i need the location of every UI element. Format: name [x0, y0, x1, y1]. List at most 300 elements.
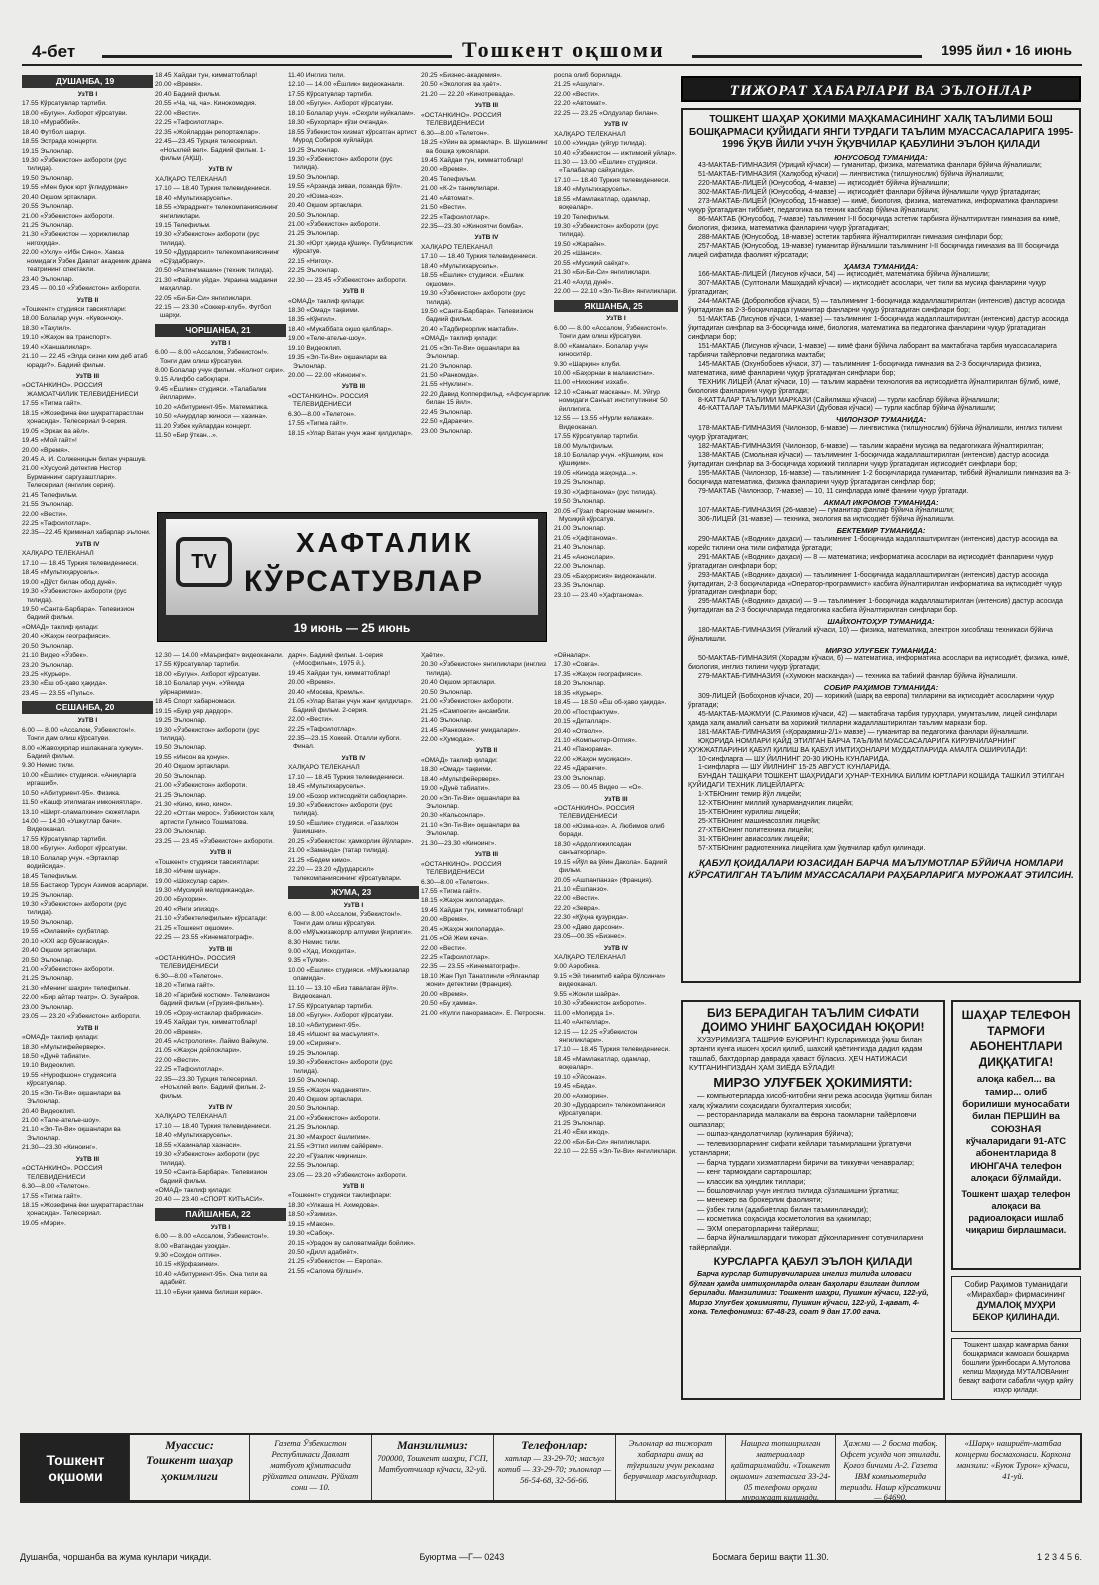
tv-program-line: 6.30—8.00 «Телетон». [288, 410, 356, 418]
phone-notice-title: ШАҲАР ТЕЛЕФОН ТАРМОҒИ АБОНЕНТЛАРИ ДИҚҚАТИГА! [961, 1008, 1071, 1069]
tv-program-line: 19.30 «Ўзбекистон» ахбороти (рус тилида). [288, 802, 393, 818]
tv-program-line: «ОСТАНКИНО». РОССИЯ ТЕЛЕВИДЕНИЕСИ [288, 392, 369, 409]
tv-program-line: 20.40 Бадиий фильм. [155, 90, 221, 98]
tv-program-line: 17.55 Кўрсатувлар тартиби. [22, 100, 107, 108]
tv-program-line: 8.00 «Жавоҳирлар ишлаканага ҳужум». Бадиий фильм. [22, 744, 144, 760]
tv-program-line: 9.30 «Соҳдон олтин». [155, 1252, 222, 1259]
tv-channel-heading: УзТВ I [77, 717, 98, 725]
tv-program-line: 20.50 «Бу ҳамма». [421, 1000, 478, 1008]
tv-program-line: 10.20 «Абитуриент-95». Математика. [155, 403, 269, 411]
tv-program-line: 19.15 «Букр уяр дардор». [155, 707, 233, 715]
tv-program-line: 12.15 — 12.25 «Ўзбекистон янгиликлари». [554, 1028, 638, 1044]
tv-program-line: 21.10 «Компьютер-Оптия». [554, 736, 637, 744]
tv-program-line: «ОМАД» таклиф қилади: [22, 623, 99, 631]
tv-program-line: 19.25 Эълонлар. [288, 1049, 340, 1057]
courses-ad [681, 1000, 945, 1400]
header-rule-left [102, 55, 452, 58]
tv-program-line: 22.30 — 23.45 «Ўзбекистон» ахбороти. [288, 276, 407, 284]
tv-program-line: 19.00 «Теле-атеље-шоу». [288, 335, 367, 343]
tv-program-line: 21.30 «Кино, кино, кино». [155, 801, 233, 808]
tv-program-line: 8.00 Болалар учун фильм. «Колнот сири». [155, 367, 285, 374]
tv-program-line: 17.55 «Тигма гайт». [288, 420, 348, 428]
tv-program-line: 20.25 «Шанси». [554, 250, 602, 258]
tv-program-line: 19.10 «Ўйсоназ». [554, 1073, 607, 1081]
tv-program-line: 20.00 «Время». [155, 81, 203, 89]
tv-program-line: «ОСТАНКИНО». РОССИЯ ТЕЛЕВИДЕНИЕСИ [22, 1165, 103, 1181]
tv-program-line: 10.00 «Баҳорнаи в малакистни». [554, 370, 655, 377]
tv-program-line: 19.50 Эълонлар. [554, 498, 606, 506]
tv-program-line: 20.30 «Дурдарсил» телекомпанияси кўрсатувлари. [554, 1102, 666, 1118]
school-entry: 107-МАКТАБ-ГИМНАЗИЯ (26-мавзе) — гуманитар фанлар бўйича йўналишли; [698, 507, 955, 515]
tv-channel-heading: УзТВ II [76, 1024, 99, 1032]
tv-program-line: 19.45 Хайдаи тун, кимматтоблар! [421, 156, 524, 164]
tv-program-line: 23.00 «Даво дарсони». [554, 923, 625, 931]
tv-program-line: 20.50 Эълонлар. [22, 956, 74, 964]
tv-program-line: 20.40 Оқшом эртаклари. [421, 679, 496, 687]
tv-program-line: 21.00 «Ўзбекистон» ахбороти. [288, 221, 381, 228]
tv-program-line: 17.55 Кўрсатувлар тартиби. [155, 661, 240, 669]
tv-program-line: 19.55 «Нурофшон» студиясига кўрсатувлар. [22, 1071, 117, 1088]
tv-program-line: 19.30 «Ўзбекистон» ахбороти (рус тилида). [22, 588, 127, 604]
tv-program-line: 19.30 «Ўзбекистон» ахбороти (рус тилида). [155, 726, 260, 742]
tv-program-line: 19.05 «Орзу-истаклар фабрикаси». [155, 1009, 264, 1017]
tv-program-line: 23.00 Эълонлар. [22, 1003, 74, 1011]
school-entry: 46-КАТТАЛАР ТАЪЛИМИ МАРКАЗИ (Дубовая кўчаси) — турли касблар бўйича йўналишли; [698, 405, 996, 413]
course-item: — ошпаз-қандолатчилар (кулинария бўйича); [697, 1129, 854, 1139]
tv-program-line: 20.40 «Жаҳон географияси». [22, 633, 111, 641]
tv-program-line: 20.40 Оқшом эртаклари. [22, 947, 97, 955]
tv-program-line: 6.00 — 8.00 «Ассалом, Ўзбекистон!». Тонги дам олиш кўрсатуви. [22, 726, 136, 743]
tv-program-line: 11.40 Инглиз тили. [288, 72, 345, 79]
tv-program-line: 19.45 Хайдаи тун, кимматтоблар! [421, 906, 524, 914]
page-number: 4-бет [32, 42, 76, 61]
tv-program-line: 19.45 Хайдаи тун, кимматтоблар! [155, 1019, 258, 1027]
tv-program-line: 8.00 «Ватандан узоқда». [155, 1242, 231, 1250]
school-entry: 51-МАКТАБ (Лисунов кўчаси, 1-мавзе) — таълимнинг 1-босқичида жадаллаштирилган (интенсив) дастур асосида ўқитадиган синфлар ва 3-босқичида кимё, биология, математика ва педагогика фанларини чуқур ўргатадиган синфлари бор; [688, 315, 1069, 341]
tv-program-line: 21.30 «Би-Би-Си» янгиликлари. [554, 269, 651, 277]
tv-program-line: 22.00 «Ҳумодаз». [421, 735, 475, 743]
tv-program-line: «ОМАД» таклиф қилади: [421, 335, 498, 343]
tv-program-line: 18.30 «Улкаша Н. Ахмедова». [288, 1201, 380, 1209]
tv-program-line: 8.00 «Мўъжизакорлр алтумви ўғирлиги». [288, 929, 413, 937]
tv-program-line: «ОСТАНКИНО». РОССИЯ ЖАМОАТЧИЛИК ТЕЛЕВИДЕНИЕСИ [22, 382, 139, 398]
tv-program-line: 19.25 Эълонлар. [554, 479, 606, 487]
school-entry: 12-ХТБЮнинг миллий ҳунармандчилик лицейи; [698, 800, 853, 808]
tv-channel-heading: УзТВ III [474, 102, 499, 110]
course-item: — менежер ва брокерлик фаолияти; [697, 1195, 823, 1205]
tv-program-line: 18.40 «Мультихарусель». [155, 1132, 233, 1140]
tv-program-line: 21.00 «Ўзбекистон» ахбороти. [155, 782, 248, 790]
tv-program-line: 20.00 «Время». [22, 446, 70, 454]
tv-program-line: 21.05 «Эл-Ти-Ви» оқшанлари ва Эълонлар. [421, 344, 520, 361]
tv-program-line: 21.00 «Заманда» (татар тилида). [288, 847, 390, 855]
school-entry: 50-МАКТАБ-ГИМНАЗИЯ (Хорадзм кўчаси, 6) — математика, информатика асослари ва иқтисодиёт, физика, кимё, биология, инглиз тилини чуқур ўргатади; [688, 655, 1070, 672]
tv-program-line: «Тошкент» студияси тавсиятлари: [22, 305, 127, 313]
tv-program-line: 12.10 — 14.00 «Ёшлик» видеоканали. [288, 81, 405, 89]
tv-program-line: 21.00 «К-2» таниқлилари. [421, 185, 500, 193]
tv-program-line: 20.00 «Время». [421, 166, 469, 174]
tv-program-line: 20.25 «Бизнес-академия». [421, 72, 502, 79]
school-entry: 138-МАКТАБ (Смольная кўчаси) — таълимнинг 1-босқичида жадаллаштирилган (интенсив) дастур асосида ўқитадиган синфлар ва 3-босқичида хорижий тилларни чуқур ўргатадиган иқтисодиёт синфлари бор; [688, 451, 1049, 468]
tv-program-line: 10.50 «Анурдлар жиноси — хазина». [155, 413, 268, 421]
tv-program-line: 22.35 «Жойлардан репортажлар». [155, 128, 261, 136]
address-text: 700000, Тошкент шаҳри, ГСП, Матбуотчилар кўчаси, 32-уй. [377, 1453, 488, 1475]
district-heading: ЮНУСОБОД ТУМАНИДА: [834, 152, 928, 162]
tv-program-line: 18.30 «Бухорлар» кўзи очганда». [288, 119, 389, 127]
tv-program-line: 18.40 «Мультихарусель». [554, 186, 632, 194]
print-time: Босмага бериш вақти 11.30. [712, 1552, 829, 1562]
tv-program-line: 6.30—8.00 «Телетон». [421, 129, 489, 137]
tv-column-4-lower [421, 652, 552, 1412]
tv-program-line: 18.30 «Омад» тақвими. [288, 306, 360, 314]
school-entry: 181-МАКТАБ-ГИМНАЗИЯ («Қорақамиш-2/1» мавзе) — гуманитар ва педагогика фанлари йўналишли. [698, 728, 1029, 736]
tv-program-line: 19.45 Хайдаи тун, кимматтоблар! [288, 669, 391, 677]
tv-program-line: 18.45 Спорт хабарномаси. [155, 698, 236, 706]
school-entry: 57-ХТБЮнинг радиотехника лицейига ҳам ўқувчилар қабул қилинади. [698, 845, 926, 853]
school-entry: БУНДАН ТАШҚАРИ ТОШКЕНТ ШАҲРИДАГИ ҲУНАР-ТЕХНИКА БИЛИМ ЮРТЛАРИ КОШИДА ТАШКИЛ ЭТИЛГАН ҚУЙИДАГИ ТЕХНИК ЛИЦЕЙЛАРГА: [688, 773, 1065, 790]
tv-channel-heading: УзТВ III [341, 383, 366, 391]
tv-channel-heading: УзТВ IV [208, 166, 233, 174]
printer-note: «Шарқ» нашриёт-матбаа концерни босмахонаси. Корхона манзили: «Буюк Турон» кўчаси, 41-уй. [955, 1438, 1071, 1481]
tv-program-line: 18.35 «Курьер». [554, 689, 603, 697]
tv-program-line: 18.50 «Ўзимиз». [288, 1211, 338, 1219]
tv-channel-heading: УзТВ IV [604, 944, 628, 952]
tv-program-line: 19.55 «Арзанда зиваи, позанда бўл». [288, 183, 403, 191]
tv-program-line: 18.45 «Ишонт ва масъулият». [288, 1030, 380, 1038]
tv-program-line: 21.50 «Вести». [421, 204, 467, 212]
school-entry: 15-ХТБЮнинг курилиш лицейи; [698, 809, 801, 817]
tv-program-line: 20.30 «Ўзбекистон» янгиликлари (инглиз тилида). [421, 661, 546, 677]
ads-section [681, 76, 1081, 1416]
tv-program-line: 11.50 «Бир ўткан...». [155, 432, 218, 440]
tv-program-line: 18.45 «Мультихарусель». [288, 783, 366, 791]
school-entry: ЮҚОРИДА НОМЛАРИ ҚАЙД ЭТИЛГАН БАРЧА ТАЪЛИМ МУАССАСАЛАРИГА КИРУВЧИЛАРНИНГ ҲУЖЖАТЛАРИНИ ҚАБУЛ ҚИЛИШ ВА ҚАБУЛ ИМТИҲОНЛАРИ МУДДАТЛАРИДА АМАЛГА ОШИРИЛАДИ: [688, 737, 1028, 754]
tv-program-line: 19.05 «Эркак ва аёл». [22, 427, 90, 435]
tv-program-line: 19.50 Эълонлар. [288, 173, 340, 181]
school-entry: 195-МАКТАБ (Чилонзор, 16-мавзе) — таълимнинг 1-2 босқичларида гуманитар, тиббий йўналишли гимназия ва 3-босқичида математика, физика фанларини чуқур ўргатадиган синфлар бор; [688, 469, 1071, 486]
tv-program-line: 21.30 «Юрт ҳақида қўшиқ». Публицистик кўрсатув. [288, 239, 413, 256]
tv-program-line: 20.55 «Ча, ча, ча». Кинокомедия. [155, 100, 257, 108]
header-rule-right [692, 55, 922, 58]
school-admission-ad [681, 108, 1081, 983]
course-item: — ўзбек тили (адабиётлар билан таъминланади); [697, 1204, 869, 1214]
tv-program-line: 20.00 «Время». [421, 990, 469, 998]
tv-program-line: 17.10 — 18.40 Туркия телевидениеси. [421, 253, 538, 261]
course-item: — кенг тармоқдаги сартарошлар; [697, 1167, 812, 1177]
tv-channel-heading: УзТВ IV [208, 1104, 233, 1111]
tv-program-line: 19.50 Эълонлар. [22, 174, 74, 182]
tv-program-line: 9.15 «Эй тинимтиб кайра бўлсинчи» видеоканал. [554, 972, 666, 989]
tv-program-line: 23.05—00.35 «Бизнес». [554, 933, 627, 941]
tv-program-line: 23.00 Эълонлар. [554, 774, 606, 782]
tv-program-line: 21.00 «Ўзбекистон» ахбороти. [288, 1114, 381, 1122]
tv-program-line: 17.55 Кўрсатувлар тартиби. [554, 433, 639, 441]
tv-program-line: ХАЛҚАРО ТЕЛЕКАНАЛ [288, 764, 360, 772]
tv-program-line: 18.00 «Бугун». Ахборот кўрсатуви. [288, 100, 394, 108]
tv-channel-heading: УзТВ II [76, 296, 99, 304]
promo-title-1: ХАФТАЛИК [296, 527, 474, 558]
tv-program-line: 18.45 Телефильм. [22, 872, 78, 880]
tv-program-line: 22.35—22.45 Криминал хабарлар эълони. [22, 529, 151, 537]
address-cell [372, 1435, 494, 1500]
tv-program-line: 22.00 «Би-Би-Си» янгиликлари. [554, 1138, 651, 1146]
tv-program-line: 17.35 «Жаҳон географияси». [554, 670, 643, 678]
tv-program-line: 20.00 «Бухорин». [155, 896, 208, 904]
tv-program-line: 19.15 Телефильм. [155, 222, 211, 229]
tv-program-line: «ОМАД» таклиф қилади: [421, 756, 498, 764]
tv-program-line: 19.25 Эълонлар. [155, 717, 207, 725]
tv-program-line: 22.20 «Автомат». [554, 100, 607, 108]
tv-program-line: 10.00 «Уинда» (уйгур тилида). [554, 140, 647, 148]
tv-program-line: 6.00 — 8.00 «Ассалом, Ўзбекистон!». Тонги дам олиш кўрсатуви. [288, 911, 402, 927]
course-item: — компьютерларда хисоб-китобни янги режа асосида ўқитиш билан халқ хўжалиги соҳасидаги бухгалтерия хисоби; [689, 1091, 932, 1110]
school-entry: 51-МАКТАБ-ГИМНАЗИЯ (Халқобод кўчаси) — лингвистика (тилшунослик) бўйича йўналишли; [698, 171, 1004, 179]
tv-program-line: 21.30 «Файзли уйда». Украина мадаини маҳаллар. [155, 276, 278, 293]
tv-program-line: 20.45 «Астрология». Лаймо Вайкуле. [155, 1037, 269, 1045]
tv-program-line: 18.15 «Улар Ватан учун жанг қилдилар». [288, 429, 413, 437]
page-header [22, 36, 1082, 66]
tv-program-line: 21.05 «Ой Жем кеча». [421, 935, 489, 943]
tv-program-line: 21.20 — 22.20 «Кинотревада». [421, 90, 515, 98]
tv-program-line: 19.00 «Шохсулар сари». [155, 877, 230, 885]
tv-program-line: 22.25 Эълонлар. [288, 267, 340, 275]
tv-channel-heading: УзТВ I [77, 90, 98, 98]
tv-program-line: 20.20 «Юзма-юз». [288, 192, 344, 200]
tv-program-line: 22.35—23.15 Хоккей. Оталли кубоги. Финал. [288, 734, 401, 751]
tv-program-line: 18.00 Болалар учун. «Кувончоқ». [22, 315, 124, 323]
tv-program-line: 11.10 — 13.10 «Биз тавалаган йўл». Видеоканал. [288, 984, 399, 1001]
tv-program-line: 17.10 — 18.45 Туркия телевидениеси. [554, 1046, 671, 1054]
tv-channel-heading: УзТВ IV [604, 121, 628, 129]
tv-program-line: 18.10 «Абитуриент-95». [288, 1021, 361, 1029]
promo-title-2: КЎРСАТУВЛАР [244, 565, 484, 598]
tv-program-line: 21.40 «Панорама». [554, 746, 613, 754]
tv-program-line: 19.30 «Ҳафтанома» (рус тилида). [554, 488, 657, 496]
tv-channel-heading: УзТВ I [606, 315, 626, 323]
tv-program-line: 21.25 Эълонлар. [22, 975, 74, 983]
tv-program-line: 20.15 «Деталлар». [554, 718, 612, 726]
tv-program-line: 10.15 «Кўрфазинки». [155, 1261, 220, 1269]
tv-program-line: 19.00 «Дунё табиати». [421, 785, 490, 793]
courses-ad-subtitle: КУРСЛАРГА ҚАБУЛ ЭЪЛОН ҚИЛАДИ [713, 1256, 913, 1269]
tv-program-line: 19.30 «Ўзбекистон» ахбороти (рус тилида). [22, 156, 127, 173]
tv-program-line: 11.00 «Нихонинг изхаб». [554, 379, 629, 387]
tv-channel-heading: УзТВ II [475, 747, 498, 755]
tv-program-line: 23.30 «Ёш об-ҳаво ҳақида». [22, 680, 108, 688]
founder-name: Тошкент шаҳар ҳокимлиги [146, 1453, 233, 1483]
tv-program-line: 21.25 «Ўзбекистон — Европа». [288, 1258, 383, 1266]
tv-program-line: «ОСТАНКИНО». РОССИЯ ТЕЛЕВИДЕНИЕСИ [421, 860, 502, 877]
tv-program-line: 9.30 «Шарқин» клуби. [554, 360, 621, 368]
stamp-notice-firm: Собир Раҳимов туманидаги «Мирахбар» фирмасининг [964, 1280, 1068, 1300]
tv-program-line: 19.30 «Ўзбекистон» ахбороти (рус тилида). [22, 900, 127, 917]
school-entry: 293-МАКТАБ («Водник» даҳаси) — таълимнинг 1-босқичида жадаллаштирилган (интенсив) дастур асосида ўқитадиган, 2-3 босқичларида «Оператор-программист» касбига йўналтирилган информатика ва иқтисодиёт чуқур ўргатадиган синфлари бор; [688, 571, 1062, 597]
newspaper-logo: Тошкент оқшоми [22, 1435, 130, 1500]
tv-program-line: 19.25 Эълонлар. [288, 146, 340, 154]
tv-program-line: 22.20 «Гўзалик чиқиниш». [288, 1152, 368, 1160]
tv-program-line: 20.40 — 23.40 «СПОРТ КИТЬАСИ». [155, 1196, 265, 1204]
tv-program-line: 23.05 — 23.20 «Ўзбекистон» ахбороти. [288, 1171, 407, 1179]
tv-program-line: 20.40 Оқшом эртаклари. [22, 193, 97, 201]
courses-ad-title: БИЗ БЕРАДИГАН ТАЪЛИМ СИФАТИ ДОИМО УНИНГ БАҲОСИДАН ЮҚОРИ! [701, 1006, 925, 1035]
tv-program-line: 21.55 Эълонлар. [22, 501, 74, 509]
tv-program-line: ХАЛҚАРО ТЕЛЕКАНАЛ [554, 130, 626, 138]
tv-program-line: 11.50 «Кашф этилмаган имкониятлар». [22, 799, 143, 807]
tv-program-line: 20.55 Эълонлар. [22, 203, 74, 211]
tv-channel-heading: УзТВ I [210, 339, 231, 347]
school-entry: 290-МАКТАБ («Водник» даҳаси) — таълимнинг 1-босқичида жадаллаштирилган (интенсив) дастур асосида ва корейс тилини она тили сифатида ўргатади; [688, 535, 1058, 552]
tv-program-line: 18.00 «Бугун». Ахборот кўрсатуви. [288, 1012, 394, 1020]
tv-program-line: 20.40 «Москва, Кремль». [288, 688, 365, 696]
tv-program-line: 21.55 «Салома бўлшн!». [288, 1267, 364, 1275]
tv-program-line: 18.40 «Мукаббата оқшо қалблар». [288, 325, 393, 333]
tv-program-line: 21.05 «Жаҳон дойлоклари». [155, 1047, 242, 1055]
tv-program-line: 21.25 Эълонлар. [22, 222, 74, 229]
tv-program-line: 12.30 — 14.00 «Маърифат» видеоканали. [155, 652, 284, 659]
tv-program-line: 21.40 Эълонлар. [554, 544, 606, 552]
tv-program-line: 22.35 — 23.55 «Кинематограф». [421, 963, 520, 971]
tv-program-line: 19.50 «Ёшлик» студияси. «Газалхон ўшиишни». [288, 819, 399, 836]
tv-program-line: 18.55 Эстрада концерти. [22, 138, 98, 146]
tv-program-line: 23.45 — 23.55 «Пульс». [22, 689, 95, 697]
tv-program-line: 23.00 Эълонлар. [155, 828, 207, 836]
tv-program-line: 20.40 Оқшом эртаклари. [288, 1096, 363, 1103]
tv-program-line: 21.45 «Ранкомнинг умидалари». [421, 726, 521, 734]
tv-program-line: 19.05 «Мэри». [22, 1219, 66, 1227]
tv-program-line: 21.40 «Аҳлд дунё». [554, 278, 614, 286]
district-heading: СОБИР РАҲИМОВ ТУМАНИДА: [823, 683, 939, 693]
school-entry: 79-МАКТАБ (Чилонзор, 7-мавзе) — 10, 11 синфларда кимё фанини чуқур ўргатади. [698, 487, 969, 495]
tv-day-heading: ДУШАНБА, 19 [22, 75, 153, 88]
tv-program-line: 19.50 «Санта-Барбара». Телевизион бадиий фильм. [22, 605, 135, 622]
tv-program-line: 21.25 Эълонлар. [288, 230, 340, 238]
tv-program-line: 17.55 Кўрсатувлар тартиби. [22, 835, 107, 843]
tv-program-line: 22.00 — 22.10 «Эл-Ти-Ви» янгиликлари. [554, 288, 678, 296]
tv-program-line: «Тошкент» студияси таклифлари: [288, 1192, 392, 1200]
tv-column-2-lower [155, 652, 286, 1412]
tv-program-line: 18.20 «Гарибиё костюм». Телевизион бадиий фильм («Грузия-фильм»). [155, 991, 270, 1008]
tv-program-line: 19.50 «Санта-Барбара». Телевизион бадиий фильм. [421, 307, 534, 324]
tv-channel-heading: УзТВ IV [75, 540, 100, 548]
tv-program-line: 21.30 «Маҳрост ёшлигим». [288, 1133, 371, 1141]
tv-program-line: 19.50 Эълонлар. [288, 1077, 340, 1085]
tv-channel-heading: УзТВ III [75, 1155, 100, 1163]
tv-program-line: 20.40 Оқшом эртаклари. [288, 202, 363, 210]
course-item: — косметика соҳасида косметология ва ҳакимлар; [697, 1214, 872, 1224]
tv-program-line: 6.30—8.00 «Телетон». [155, 972, 223, 980]
school-entry: 309-ЛИЦЕЙ (Бобоҳонов кўчаси, 20) — хорижий (шарқ ва европа) тилларини ва иқтисодиёт асосларини чуқур ўргатади; [688, 692, 1055, 709]
school-entry: 307-МАКТАБ (Султонали Машҳадий кўчаси) — иқтисодиёт асослари, чет тили ва мусиқа фанларини чуқур ўргатадиган; [688, 280, 1046, 297]
tv-program-line: 17.55 Кўрсатувлар тартиби. [288, 1002, 373, 1010]
tv-program-line: 19.55 «Инсон ва қонун». [155, 753, 230, 761]
tv-program-line: 18.15 «Жаҳон жилоларда». [421, 897, 505, 905]
tv-program-line: 6.30—8.00 «Телетон». [421, 878, 489, 886]
tv-column-3 [288, 72, 419, 508]
tv-program-line: 20.05 «Ашпанпанза» (Франция). [554, 876, 653, 884]
tv-program-line: 14.00 — 14.30 «Ушкутлар бачи». Видеоканал. [22, 818, 122, 834]
tv-program-line: 18.30 «Ардолгижилсадан санъаткорлар». [554, 840, 632, 857]
tv-program-line: 22.25 «Тафсилотлар». [421, 954, 490, 961]
school-entry: 257-МАКТАБ (Юнусобод, 19-мавзе) гуманитар йўналишли таълимнинг I-II босқичида гимназия ва III босқичида лицей сифатида фаолият кўрсатади; [688, 242, 1059, 259]
school-entry: 306-ЛИЦЕЙ (31-мавзе) — техника, экология ва иқтисодиёт бўйича йўналишли. [698, 516, 955, 524]
tv-channel-heading: УзТВ II [342, 288, 365, 296]
tv-program-line: 17.10 — 18.40 Туркия телевидениеси. [554, 176, 671, 184]
masthead: Тошкент оқшоми [462, 37, 665, 62]
tv-program-line: 19.10 Видеоклип. [288, 344, 342, 352]
tv-program-line: 19.10 Видеоклип. [22, 1062, 76, 1070]
school-entry: 151-МАКТАБ (Лисунов кўчаси, 1-мавзе) — кимё фани бўйича лаборант ва мактабгача тарбия муассасаларига тарбиячи тайёрловчи педагогика мактаби; [688, 342, 1057, 359]
tv-program-line: 20.55 «Мусиқий саёҳат». [554, 259, 630, 267]
tv-program-line: 10.40 «Абитуриент-95». Она тили ва адабиёт. [155, 1270, 268, 1287]
tv-program-line: «Ойналар». [554, 652, 591, 659]
school-entry: 8-КАТТАЛАР ТАЪЛИМИ МАРКАЗИ (Сайилмаш кўчаси) — турли касблар бўйича йўналишли; [698, 396, 1000, 404]
tv-program-line: 18.55 «Уврадрнет» телекомпаниясининг янгиликлари. [155, 204, 279, 220]
registration-cell: Газета Ўзбекистон Республикаси Давлат матбуот қўмитасида рўйхатга олинган. Рўйхат сони — 10. [250, 1435, 372, 1500]
tv-program-line: 22.25 «Тафсилотлар». [421, 213, 490, 221]
tv-program-line: 20.15 «Урадон ву саловатмайди бойлик». [288, 1239, 416, 1247]
school-entry: 182-МАКТАБ-ГИМНАЗИЯ (Чилонзор, 6-мавзе) — таълим жараёни мусиқа ва педагогикага йўналтирилган; [698, 442, 1044, 450]
tv-program-line: 12.10 «Саньат масканы». М. Уйгур номидаги Санъат институтининг 50 йиллигига. [554, 388, 668, 413]
tv-program-line: 21.25 Эълонлар. [288, 1124, 340, 1132]
tv-program-line: 22.10 — 22.55 «Эл-Ти-Ви» янгиликлари. [554, 1148, 678, 1156]
tv-program-line: 9.15 Алифбо сабоқлари. [155, 376, 231, 384]
tv-program-line: «ОСТАНКИНО». РОССИЯ ТЕЛЕВИДЕНИЕСИ [554, 805, 635, 821]
tv-program-line: 22.30 «Қўҳна қузурида». [554, 914, 629, 922]
tv-program-line: 20.00 «Постфактум». [554, 708, 620, 716]
tv-program-line: 18.30 «Мультифейерверк». [22, 1043, 106, 1051]
tv-program-line: 18.30 «Ичим шунар». [155, 868, 221, 876]
tv-program-line: «ОМАД» таклиф қилади: [155, 1186, 232, 1194]
tv-program-line: 22.20 «Зевра». [554, 904, 600, 912]
tv-program-line: 20.45 Телефильм. [421, 175, 477, 183]
tv-program-line: 21.25 Эълонлар. [155, 791, 207, 799]
tv-program-line: 19.30 «Ўзбекистон» ахбороти (рус тилида). [155, 1151, 260, 1167]
tv-channel-heading: УзТВ I [210, 1223, 231, 1231]
tv-program-line: 22.00 Эълонлар. [554, 563, 606, 571]
tv-program-line: 21.20 Эълонлар. [421, 362, 473, 370]
tv-program-line: 21.45 Телефильм. [22, 491, 78, 499]
tv-program-line: 19.20 Телефильм. [554, 213, 610, 221]
tv-program-line: 21.25 «Бедем кимо». [288, 856, 352, 864]
tv-program-line: 18.00 «Юзма-юз». А. Любимов олиб боради. [554, 822, 665, 839]
district-heading: МИРЗО УЛУҒБЕК ТУМАНИДА: [825, 645, 937, 655]
tv-program-line: 22.00 «Вести». [22, 510, 68, 518]
tv-program-line: 21.00 Эълонлар. [554, 525, 606, 533]
tv-program-line: 21.10 «Эл-Ти-Ви» оқшанлари ва Эълонлар. [421, 821, 520, 838]
tv-program-line: 18.55 «Хазиналар хазнаси». [155, 1141, 242, 1149]
district-heading: АКМАЛ ИКРОМОВ ТУМАНИДА: [823, 497, 939, 507]
tv-channel-heading: УзТВ IV [341, 754, 366, 762]
tv-program-line: 22.00 «Жаҳон мусиқаси». [554, 755, 633, 763]
district-heading: ШАЙХОНТОҲУР ТУМАНИДА: [827, 617, 935, 627]
tv-program-line: 8.00 «Камалак». Болалар учун киноситёр. [554, 342, 648, 359]
school-entry: 178-МАКТАБ-ГИМНАЗИЯ (Чилонзор, 6-мавзе) — лингвистика (тилшунослик) бўйича йўналишли, инглиз тилини чуқур ўргатадиган; [688, 425, 1062, 441]
tv-program-line: 9.00 Аэробика. [554, 963, 600, 971]
tv-program-line: 20.40 Оқшом эртаклари. [155, 763, 230, 771]
school-entry: 1-ХТБЮнинг темир йўл лицейи; [698, 791, 802, 799]
tv-program-line: 18.10 Болалар учун. «Уйкида уйрнаримиз». [155, 680, 245, 696]
tv-program-line: 20.05 «Гўзал Фарғонам менинг». Мусиқий кўрсатув. [554, 507, 655, 523]
tv-program-line: 21.40 Эълонлар. [421, 717, 473, 725]
tv-program-line: 21.00 «Тале-атеље-шоу». [22, 1117, 101, 1124]
tv-program-line: 22.20 — 23.20 «Дурдарсил» телекомпаниясининг кўрсатувлари. [288, 866, 402, 882]
tv-program-line: 19.25 Эълонлар. [22, 891, 74, 899]
tv-program-line: 18.00 Мультфильм. [554, 442, 614, 450]
tv-program-line: 18.45 — 18.50 «Ёш об-ҳаво ҳақида». [554, 699, 667, 707]
tv-program-line: 19.50 «Жарайн». [554, 240, 606, 248]
tv-program-line: 18.30 «Омад» тақвими. [421, 766, 493, 774]
stamp-notice-cancel: БЕКОР ҚИЛИНАДИ. [972, 1311, 1060, 1322]
